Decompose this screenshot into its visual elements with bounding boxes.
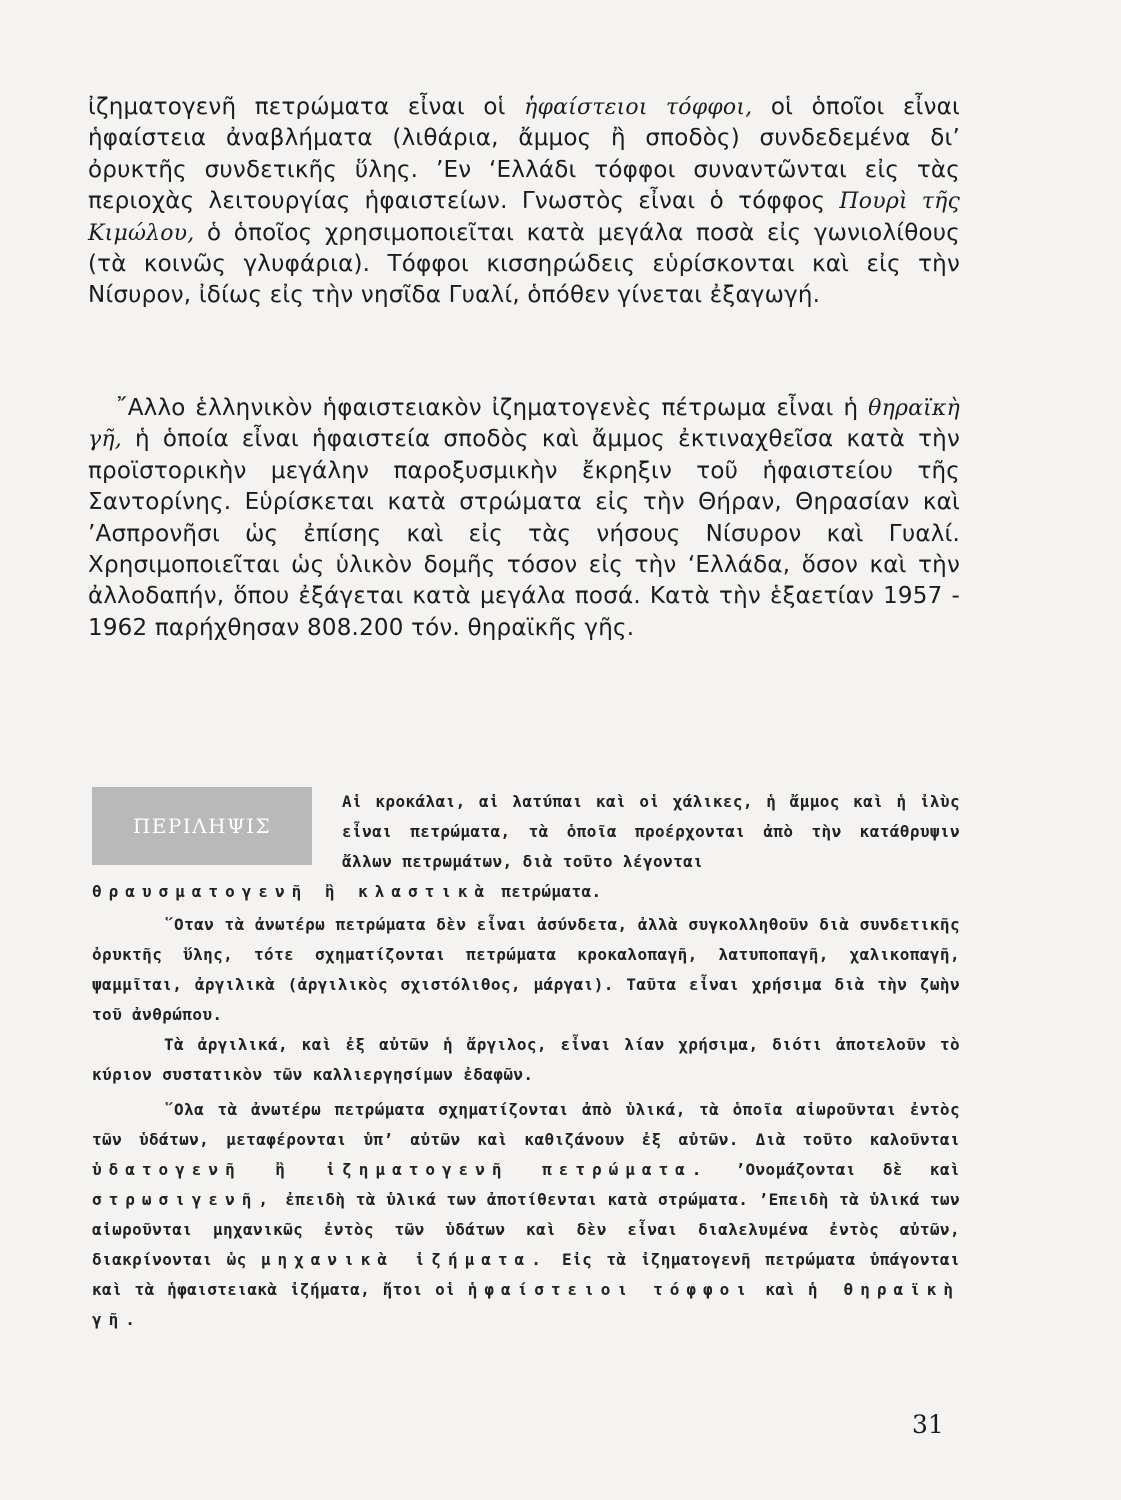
summary-s1-tail: πετρώματα. xyxy=(491,882,602,901)
para1-text-c: ὁ ὁποῖος χρησιμοποιεῖται κατὰ μεγάλα ποσὰ εἰς γωνιολίθους (τὰ κοινῶς γλυφάρια). Τόφφοι κισσηρώδεις εὑρίσκονται καὶ εἰς τὴν Νίσυρον, ἰδίως εἰς τὴν νησῖδα Γυαλί, ὁπόθεν γίνεται ἐξαγωγή. xyxy=(88,219,960,309)
para2-text-a: ῎Αλλο ἑλληνικὸν ἡφαιστειακὸν ἰζηματογενὲς πέτρωμα εἶναι ἡ xyxy=(116,395,869,421)
summary-label: ΠΕΡΙΛΗΨΙΣ xyxy=(132,814,272,838)
summary-s4-e: καὶ xyxy=(752,1280,808,1299)
page-number: 31 xyxy=(912,1410,944,1439)
summary-s4-spaced-a: ὑδατογενῆ ἢ ἰζηματογενῆ πετρώματα. xyxy=(92,1160,709,1179)
summary-s4-d: Εἰς τὰ ἰζηματογενῆ πετρώματα ὑπάγονται καὶ τὰ ἡφαιστειακὰ ἰζήματα, ἤτοι οἱ xyxy=(92,1250,960,1299)
summary-s3: Τὰ ἀργιλικά, καὶ ἐξ αὐτῶν ἡ ἄργιλος, εἶναι λίαν χρήσιμα, διότι ἀποτελοῦν τὸ κύριον συστατικὸν τῶν καλλιεργησίμων ἐδαφῶν. xyxy=(92,1035,960,1084)
summary-s2: ῞Οταν τὰ ἀνωτέρω πετρώματα δὲν εἶναι ἀσύνδετα, ἀλλὰ συγκολληθοῦν διὰ συνδετικῆς ὀρυκτῆς ὕλης, τότε σχηματίζονται πετρώματα κροκαλοπαγῆ, λατυποπαγῆ, χαλικοπαγῆ, ψαμμῖται, ἀργιλικὰ (ἀργιλικὸς σχιστόλιθος, μάργαι). Ταῦτα εἶναι χρήσιμα διὰ τὴν ζωὴν τοῦ ἀνθρώπου. xyxy=(92,915,960,1024)
summary-s1-head: Αἱ κροκάλαι, αἱ λατύπαι καὶ οἱ χάλικες, ἡ ἄμμος καὶ ἡ ἰλὺς εἶναι πετρώματα, τὰ ὁποῖα προέρχονται ἀπὸ τὴν κατάθρυψιν ἄλλων πετρωμάτων, διὰ τοῦτο λέγονται xyxy=(342,792,960,871)
summary-s4-spaced-d: ἡφαίστειοι τόφφοι xyxy=(467,1280,753,1299)
summary-s4-c: ἐπειδὴ τὰ ὑλικά των ἀποτίθενται κατὰ στρώματα. ’Επειδὴ τὰ ὑλικά των αἰωροῦνται μηχανικῶς ἐντὸς τῶν ὑδάτων καὶ δὲν εἶναι διαλελυμένα ἐντὸς αὐτῶν, διακρίνονται ὡς xyxy=(92,1190,960,1269)
body-paragraph-2 xyxy=(88,393,960,644)
summary-paragraph-3 xyxy=(92,1030,960,1090)
summary-s1-spaced: θραυσματογενῆ ἢ κλαστικὰ xyxy=(92,882,492,901)
para1-italic-a: ἡφαίστειοι τόφφοι, xyxy=(524,95,753,120)
summary-s4-a: ῞Ολα τὰ ἀνωτέρω πετρώματα σχηματίζονται ἀπὸ ὑλικά, τὰ ὁποῖα αἰωροῦνται ἐντὸς τῶν ὑδάτων, μεταφέρονται ὑπ’ αὐτῶν καὶ καθιζάνουν ἐξ αὐτῶν. Διὰ τοῦτο καλοῦνται xyxy=(92,1100,960,1149)
summary-paragraph-2 xyxy=(92,910,960,1030)
para1-text-b: οἱ ὁποῖοι εἶναι ἡφαίστεια ἀναβλήματα (λιθάρια, ἄμμος ἢ σποδὸς) συνδεδεμένα δι’ ὀρυκτῆς συνδετικῆς ὕλης. ’Εν ‘Ελλάδι τόφφοι συναντῶνται εἰς τὰς περιοχὰς λειτουργίας ἡφαιστείων. Γνωστὸς εἶναι ὁ τόφφος xyxy=(88,94,961,215)
summary-s4-spaced-b: στρωσιγενῆ, xyxy=(92,1190,275,1209)
summary-paragraph-4 xyxy=(92,1095,960,1335)
summary-label-box xyxy=(92,787,312,865)
para1-text-a: ἰζηματογενῆ πετρώματα εἶναι οἱ xyxy=(88,94,525,120)
para2-text-b: ἡ ὁποία εἶναι ἡφαιστεία σποδὸς καὶ ἄμμος ἐκτιναχθεῖσα κατὰ τὴν προϊστορικὴν μεγάλην παροξυσμικὴν ἔκρηξιν τοῦ ἡφαιστείου τῆς Σαντορίνης. Εὑρίσκεται κατὰ στρώματα εἰς τὴν Θήραν, Θηρασίαν καὶ ’Ασπρονῆσι ὡς ἐπίσης καὶ εἰς τὰς νήσους Νίσυρον καὶ Γυαλί. Χρησιμοποιεῖται ὡς ὑλικὸν δομῆς τόσον εἰς τὴν ‘Ελλάδα, ὅσον καὶ τὴν ἀλλοδαπήν, ὅπου ἐξάγεται κατὰ μεγάλα ποσά. Κατὰ τὴν ἑξαετίαν 1957 - 1962 παρήχθησαν 808.200 τόν. θηραϊκῆς γῆς. xyxy=(88,426,960,641)
para1-italic-b: Πουρὶ τῆς Κιμώλου, xyxy=(88,189,960,246)
summary-s4-b: ’Ονομάζονται δὲ καὶ xyxy=(708,1160,961,1179)
summary-s4-spaced-c: μηχανικὰ ἰζήματα. xyxy=(260,1250,548,1269)
summary-paragraph-1-tail xyxy=(92,877,960,907)
summary-paragraph-1-head xyxy=(342,787,960,877)
summary-s4-spaced-e: ἡ θηραϊκὴ γῆ. xyxy=(92,1280,960,1329)
para2-italic-a: θηραϊκὴ γῆ, xyxy=(88,396,960,453)
body-paragraph-1 xyxy=(88,92,960,312)
